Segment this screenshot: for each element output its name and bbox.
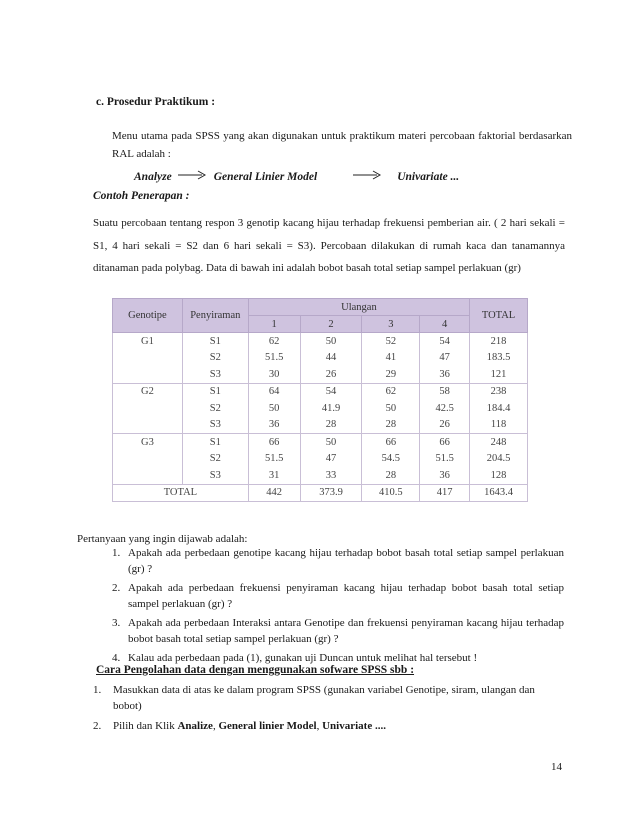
cell-total: 128	[470, 467, 528, 484]
cell-penyiraman: S3	[182, 467, 248, 484]
cell-value: 47	[420, 350, 470, 367]
example-paragraph: Suatu percobaan tentang respon 3 genotip kacang hijau terhadap frekuensi pemberian air. ( 2 hari sekali = S1, 4 hari sekali = S2 dan 6 hari sekali = S3). Percobaan dilakukan di rumah kaca dan tanamannya ditanaman pada polybag. Data di bawah ini adalah bobot basah total setiap sampel perlakuan (gr)	[93, 217, 565, 274]
cell-genotipe	[113, 400, 183, 417]
table-row	[113, 417, 528, 434]
cell-value: 28	[362, 417, 420, 434]
cell-value: 50	[300, 434, 362, 451]
menu-step-analyze: Analyze	[134, 170, 172, 183]
cell-grand-total: 1643.4	[470, 484, 528, 502]
cell-penyiraman: S1	[182, 434, 248, 451]
procedure-list	[93, 682, 563, 738]
cell-total: 373.9	[300, 484, 362, 502]
cell-value: 36	[420, 467, 470, 484]
cell-genotipe	[113, 451, 183, 468]
item-number: 1.	[93, 684, 102, 696]
cell-total: 442	[248, 484, 300, 502]
separator: ,	[212, 720, 219, 732]
item-text: Kalau ada perbedaan pada (1), gunakan uji Duncan untuk melihat hal tersebut !	[128, 652, 478, 664]
cell-value: 28	[300, 417, 362, 434]
list-item	[93, 718, 563, 734]
table-row	[113, 383, 528, 400]
header-rep: 3	[362, 316, 420, 333]
cell-total: 121	[470, 366, 528, 383]
table-total-row	[113, 484, 528, 502]
header-total: TOTAL	[470, 299, 528, 333]
cell-value: 26	[300, 366, 362, 383]
table-row	[113, 366, 528, 383]
cell-value: 62	[248, 333, 300, 350]
cell-value: 29	[362, 366, 420, 383]
page-number: 14	[551, 761, 562, 773]
separator: ,	[316, 720, 323, 732]
cell-value: 58	[420, 383, 470, 400]
cell-total: 184.4	[470, 400, 528, 417]
item-number: 2.	[112, 582, 121, 594]
cell-value: 54	[420, 333, 470, 350]
list-item	[112, 546, 564, 577]
item-number: 2.	[93, 720, 102, 732]
cell-value: 41.9	[300, 400, 362, 417]
cell-total: 248	[470, 434, 528, 451]
cell-total: 410.5	[362, 484, 420, 502]
cell-value: 64	[248, 383, 300, 400]
item-text	[113, 718, 563, 734]
cell-value: 42.5	[420, 400, 470, 417]
menu-step-glm: General Linier Model	[213, 170, 318, 183]
table-row	[113, 467, 528, 484]
cell-genotipe	[113, 417, 183, 434]
cell-genotipe: G2	[113, 383, 183, 400]
cell-value: 62	[362, 383, 420, 400]
step-univariate: Univariate ....	[322, 720, 386, 732]
table-row	[113, 400, 528, 417]
list-item	[112, 581, 564, 612]
cell-total: 238	[470, 383, 528, 400]
cell-value: 66	[420, 434, 470, 451]
arrow-right-icon	[178, 170, 208, 183]
cell-genotipe	[113, 366, 183, 383]
cell-penyiraman: S1	[182, 333, 248, 350]
cell-value: 50	[248, 400, 300, 417]
cell-total: 118	[470, 417, 528, 434]
cell-penyiraman: S3	[182, 366, 248, 383]
item-number: 4.	[112, 652, 121, 664]
cell-total: 183.5	[470, 350, 528, 367]
step-glm: General linier Model	[218, 720, 317, 732]
cell-value: 47	[300, 451, 362, 468]
cell-value: 51.5	[248, 350, 300, 367]
cell-value: 50	[300, 333, 362, 350]
cell-value: 30	[248, 366, 300, 383]
cell-genotipe	[113, 350, 183, 367]
table-row	[113, 434, 528, 451]
step-analize: Analize	[177, 720, 213, 732]
cell-value: 36	[248, 417, 300, 434]
cell-value: 41	[362, 350, 420, 367]
cell-genotipe: G3	[113, 434, 183, 451]
cell-total: 218	[470, 333, 528, 350]
cell-penyiraman: S2	[182, 400, 248, 417]
item-text: Apakah ada perbedaan frekuensi penyiraman kacang hijau terhadap bobot basah total setiap sampel perlakuan (gr) ?	[128, 582, 564, 610]
header-rep: 2	[300, 316, 362, 333]
header-rep: 1	[248, 316, 300, 333]
menu-path	[134, 170, 459, 183]
list-item	[112, 616, 564, 647]
cell-value: 44	[300, 350, 362, 367]
item-number: 3.	[112, 617, 121, 629]
cell-value: 33	[300, 467, 362, 484]
cell-value: 66	[248, 434, 300, 451]
cell-penyiraman: S1	[182, 383, 248, 400]
total-label: TOTAL	[113, 484, 249, 502]
header-penyiraman: Penyiraman	[182, 299, 248, 333]
cell-total: 417	[420, 484, 470, 502]
table-row	[113, 333, 528, 350]
table-row	[113, 350, 528, 367]
cell-penyiraman: S3	[182, 417, 248, 434]
menu-step-univariate: Univariate ...	[397, 170, 460, 183]
section-heading: c. Prosedur Praktikum :	[96, 96, 216, 108]
header-genotipe: Genotipe	[113, 299, 183, 333]
item-number: 1.	[112, 547, 121, 559]
procedure-title: Cara Pengolahan data dengan menggunakan sofware SPSS sbb :	[96, 664, 415, 676]
cell-genotipe: G1	[113, 333, 183, 350]
cell-total: 204.5	[470, 451, 528, 468]
arrow-right-icon	[353, 170, 383, 183]
item-text: Masukkan data di atas ke dalam program SPSS (gunakan variabel Genotipe, siram, ulangan dan bobot)	[113, 684, 535, 712]
cell-genotipe	[113, 467, 183, 484]
step-text: Pilih dan Klik	[113, 720, 178, 732]
header-ulangan: Ulangan	[248, 299, 469, 316]
table-row	[113, 451, 528, 468]
cell-penyiraman: S2	[182, 350, 248, 367]
cell-value: 51.5	[420, 451, 470, 468]
cell-penyiraman: S2	[182, 451, 248, 468]
item-text: Apakah ada perbedaan genotipe kacang hijau terhadap bobot basah total setiap sampel perlakuan (gr) ?	[128, 547, 564, 575]
cell-value: 52	[362, 333, 420, 350]
cell-value: 54.5	[362, 451, 420, 468]
list-item	[93, 682, 563, 714]
item-text: Apakah ada perbedaan Interaksi antara Genotipe dan frekuensi penyiraman kacang hijau terhadap bobot basah total setiap sampel perlakuan (gr) ?	[128, 617, 564, 645]
questions-list	[112, 546, 564, 671]
example-title: Contoh Penerapan :	[93, 190, 190, 202]
questions-title: Pertanyaan yang ingin dijawab adalah:	[77, 533, 248, 545]
cell-value: 28	[362, 467, 420, 484]
header-rep: 4	[420, 316, 470, 333]
cell-value: 36	[420, 366, 470, 383]
cell-value: 26	[420, 417, 470, 434]
cell-value: 54	[300, 383, 362, 400]
cell-value: 51.5	[248, 451, 300, 468]
intro-paragraph: Menu utama pada SPSS yang akan digunakan untuk praktikum materi percobaan faktorial berdasarkan RAL adalah :	[112, 130, 572, 160]
cell-value: 31	[248, 467, 300, 484]
cell-value: 66	[362, 434, 420, 451]
cell-value: 50	[362, 400, 420, 417]
data-table	[112, 298, 528, 502]
